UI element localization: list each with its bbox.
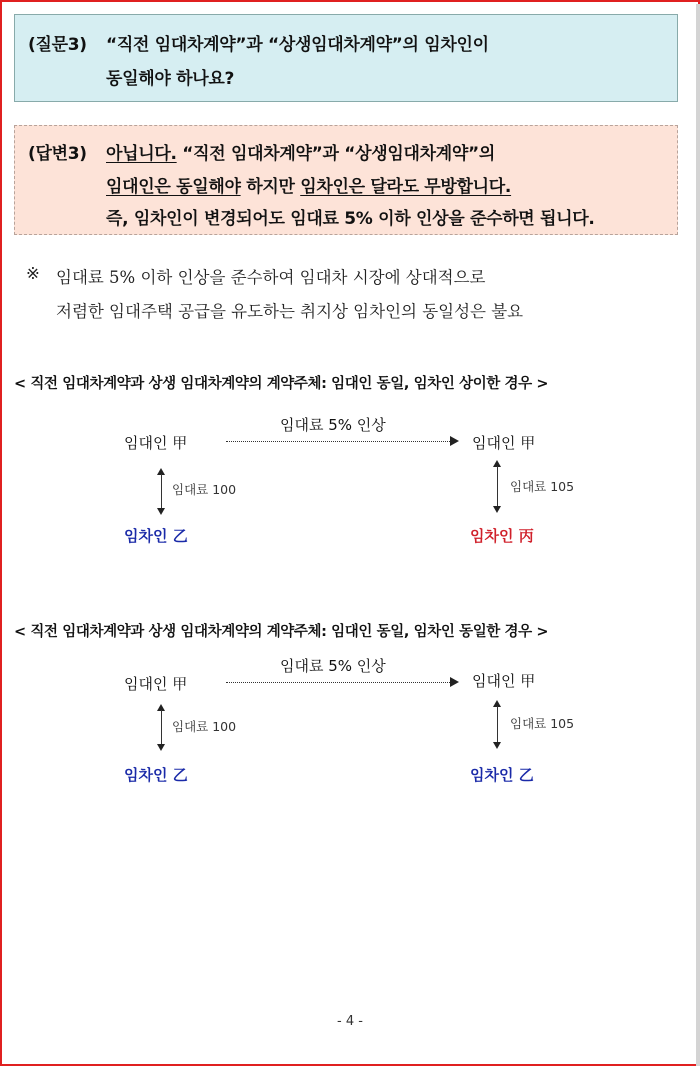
answer-line-3: 즉, 임차인이 변경되어도 임대료 5% 이하 인상을 준수하면 됩니다. bbox=[106, 209, 595, 229]
diagram2-right-landlord: 임대인 甲 bbox=[472, 672, 536, 690]
answer-tenant-differ: 임차인은 달라도 무방합니다. bbox=[300, 177, 512, 197]
answer-prefix: (답변3) bbox=[28, 144, 87, 164]
answer-line-1-rest: “직전 임대차계약”과 “상생임대차계약”의 bbox=[176, 144, 495, 164]
diagram1-left-arrow-down-icon bbox=[157, 508, 165, 515]
diagram2-right-rent: 임대료 105 bbox=[510, 716, 575, 731]
note-mark: ※ bbox=[26, 264, 40, 283]
diagram2-right-vline bbox=[497, 706, 498, 742]
answer-line-1 bbox=[106, 139, 495, 164]
diagram2-left-arrow-down-icon bbox=[157, 744, 165, 751]
diagram1-right-tenant: 임차인 丙 bbox=[470, 527, 534, 545]
diagram1-right-vline bbox=[497, 466, 498, 506]
diagram2-left-rent: 임대료 100 bbox=[172, 719, 237, 734]
page-number: - 4 - bbox=[337, 1014, 363, 1029]
note-line-2: 저렴한 임대주택 공급을 유도하는 취지상 임차인의 동일성은 불요 bbox=[56, 302, 524, 321]
diagram2-right-tenant: 임차인 乙 bbox=[470, 766, 534, 784]
diagram2-increase-label: 임대료 5% 인상 bbox=[280, 657, 386, 675]
answer-line-2-mid: 하지만 bbox=[240, 177, 301, 197]
question-prefix: (질문3) bbox=[28, 35, 87, 55]
diagram1-right-landlord: 임대인 甲 bbox=[472, 434, 536, 452]
question-line-2: 동일해야 하나요? bbox=[106, 69, 235, 89]
diagram1-increase-label: 임대료 5% 인상 bbox=[280, 416, 386, 434]
diagram2-left-landlord: 임대인 甲 bbox=[124, 675, 188, 693]
diagram1-left-landlord: 임대인 甲 bbox=[124, 434, 188, 452]
diagram1-right-arrow-down-icon bbox=[493, 506, 501, 513]
diagram1-arrow-right-icon bbox=[450, 436, 459, 446]
question-line-1: “직전 임대차계약”과 “상생임대차계약”의 임차인이 bbox=[106, 35, 489, 55]
page-shadow bbox=[696, 4, 700, 1066]
note-line-1: 임대료 5% 이하 인상을 준수하여 임대차 시장에 상대적으로 bbox=[56, 268, 486, 287]
diagram2-right-arrow-down-icon bbox=[493, 742, 501, 749]
diagram1-left-tenant: 임차인 乙 bbox=[124, 527, 188, 545]
diagram1-left-rent: 임대료 100 bbox=[172, 482, 237, 497]
diagram2-caption: < 직전 임대차계약과 상생 임대차계약의 계약주체: 임대인 동일, 임차인 동일한 경우 > bbox=[14, 624, 549, 640]
diagram2-increase-line bbox=[226, 682, 452, 683]
diagram2-arrow-right-icon bbox=[450, 677, 459, 687]
diagram2-left-tenant: 임차인 乙 bbox=[124, 766, 188, 784]
answer-no: 아닙니다. bbox=[106, 144, 177, 164]
diagram1-right-rent: 임대료 105 bbox=[510, 479, 575, 494]
diagram1-left-vline bbox=[161, 474, 162, 508]
diagram1-increase-line bbox=[226, 441, 452, 442]
answer-landlord-same: 임대인은 동일해야 bbox=[106, 177, 241, 197]
diagram1-caption: < 직전 임대차계약과 상생 임대차계약의 계약주체: 임대인 동일, 임차인 상이한 경우 > bbox=[14, 376, 549, 392]
diagram2-left-vline bbox=[161, 710, 162, 744]
answer-line-2 bbox=[106, 172, 511, 197]
